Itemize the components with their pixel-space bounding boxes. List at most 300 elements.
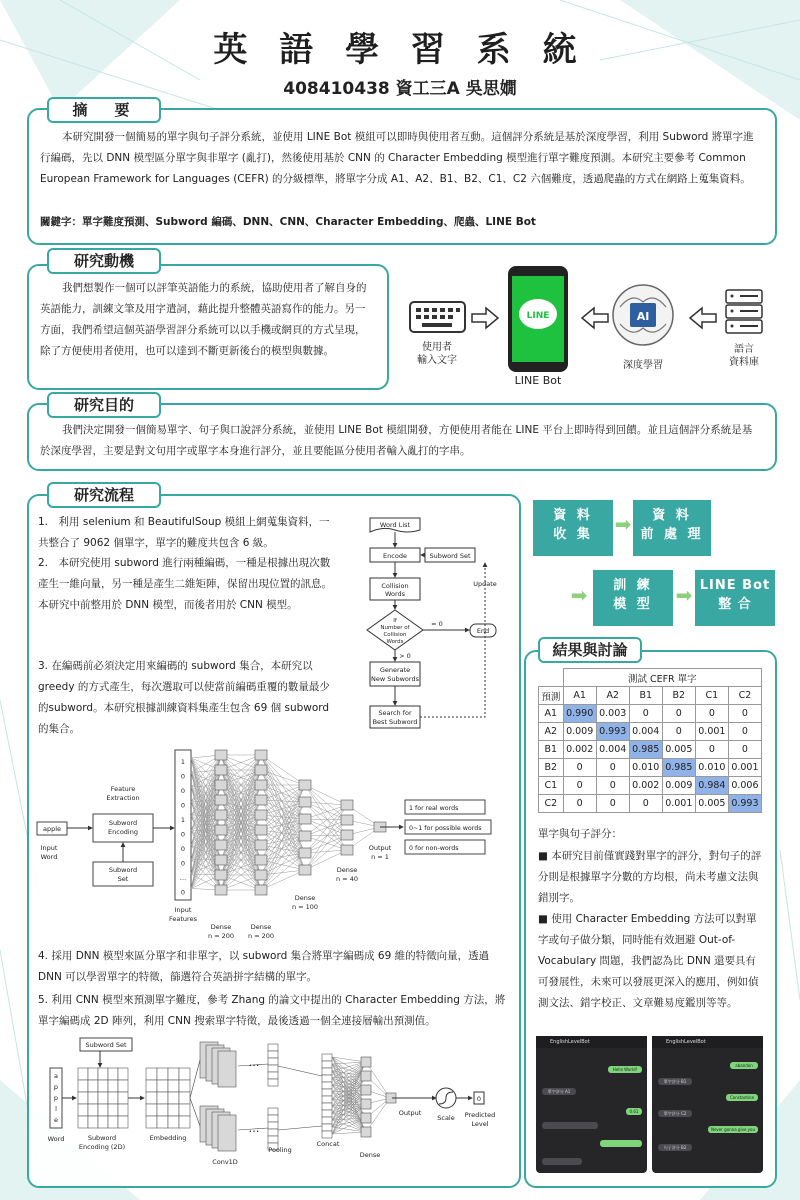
cnn-dense-neuron xyxy=(361,1127,371,1137)
cnn-zero: 0 xyxy=(476,1095,482,1103)
table-row-header: C1 xyxy=(539,777,564,795)
db-label-1: 語言 xyxy=(734,344,754,355)
flow-search-2: Best Subword xyxy=(372,718,418,726)
cnn-letter: e xyxy=(54,1116,58,1124)
chat-bubble: 單字評分 C2 xyxy=(658,1110,692,1117)
cnn-concat-cell xyxy=(322,1068,332,1075)
flow-eq0: = 0 xyxy=(431,620,443,628)
table-cell: 0.984 xyxy=(695,777,728,795)
table-row xyxy=(539,723,762,741)
table-cell: 0.001 xyxy=(662,795,695,813)
cnn-concat-cell xyxy=(322,1117,332,1124)
cnn-embedding-cell xyxy=(168,1068,179,1080)
abstract-text: 本研究開發一個簡易的單字與句子評分系統，並使用 LINE Bot 模組可以即時與使用者互動。這個評分系統是基於深度學習，利用 Subword 將單字進行編碼，先以 DNN 模型區分單字與非單字 (亂打)，然後使用基於 CNN 的 Character Embedding 模型進行單字難度預測。本研究主要參考 Common European Framework for Languages (CEFR) 的分級標準，將單字分成 A1、A2、B1、B2、C1、C2 六個難度，透過爬蟲的方式在網路上蒐集資料。 xyxy=(40,131,754,185)
cnn-embedding-cell xyxy=(168,1080,179,1092)
cnn-encoding-cell xyxy=(98,1116,108,1128)
cnn-concat-cell xyxy=(322,1054,332,1061)
dnn-vector-value: 1 xyxy=(180,758,186,766)
table-cell: 0 xyxy=(695,741,728,759)
table-cell: 0.002 xyxy=(629,777,662,795)
system-diagram xyxy=(400,262,780,392)
cnn-embedding-cell xyxy=(168,1116,179,1128)
dnn-possible: 0~1 for possible words xyxy=(409,825,482,832)
dnn-neuron xyxy=(215,795,227,805)
table-cell: 0.985 xyxy=(629,741,662,759)
cnn-word: Word xyxy=(47,1135,65,1143)
dnn-neuron xyxy=(215,855,227,865)
dnn-neuron xyxy=(255,750,267,760)
dnn-connection xyxy=(261,836,305,890)
cnn-encoding-cell xyxy=(108,1080,118,1092)
dnn-dense100-2: n = 100 xyxy=(291,903,319,911)
cnn-pooling: Pooling xyxy=(268,1146,292,1154)
chat-bubble: Constantine xyxy=(726,1094,758,1101)
flow-search-1: Search for xyxy=(378,709,412,717)
table-row xyxy=(539,777,762,795)
cnn-pred-2: Level xyxy=(471,1120,489,1128)
cnn-architecture xyxy=(40,1036,510,1176)
dnn-neuron xyxy=(341,815,353,825)
table-cell: 0.004 xyxy=(596,741,629,759)
dnn-architecture xyxy=(35,744,505,944)
chat-bubble: 0.61 xyxy=(626,1108,642,1115)
dnn-non: 0 for non-words xyxy=(409,845,459,852)
table-row xyxy=(539,741,762,759)
dnn-dense200b-2: n = 200 xyxy=(247,932,275,940)
table-cell: 0.009 xyxy=(563,723,596,741)
dnn-real: 1 for real words xyxy=(409,805,459,812)
cnn-pool-cell xyxy=(268,1129,278,1136)
dnn-neuron xyxy=(215,825,227,835)
flow-collision-1: Collision xyxy=(381,582,409,590)
dnn-sub-set-1: Subword xyxy=(108,866,138,874)
dnn-apple: apple xyxy=(42,825,62,833)
dnn-feat-2: Extraction xyxy=(106,794,140,802)
table-cell: 0.005 xyxy=(662,741,695,759)
cnn-concat-cell xyxy=(322,1061,332,1068)
cnn-encoding-cell xyxy=(98,1104,108,1116)
dnn-dense100-1: Dense xyxy=(294,894,316,902)
cnn-embedding-cell xyxy=(157,1068,168,1080)
cnn-flow-line xyxy=(278,1066,322,1076)
dnn-sub-enc-2: Encoding xyxy=(108,828,138,836)
table-col-header: B1 xyxy=(629,687,662,705)
table-cell: 0 xyxy=(563,759,596,777)
cnn-embedding-cell xyxy=(146,1104,157,1116)
cnn-encoding-cell xyxy=(98,1080,108,1092)
flow-if-4: Words xyxy=(386,639,404,645)
dnn-output-1: Output xyxy=(368,844,392,852)
table-cell: 0.993 xyxy=(728,795,761,813)
dnn-vector-value: … xyxy=(179,874,187,882)
cnn-dots-bottom: … xyxy=(248,1122,260,1135)
cnn-pool-cell xyxy=(268,1136,278,1143)
flow-subword-set: Subword Set xyxy=(429,552,471,560)
cnn-encoding-cell xyxy=(108,1104,118,1116)
dnn-neuron xyxy=(215,750,227,760)
cnn-encoding-cell xyxy=(88,1116,98,1128)
cnn-embedding-cell xyxy=(157,1080,168,1092)
table-col-header: C2 xyxy=(728,687,761,705)
chat-header-1: EnglishLevelBot xyxy=(536,1036,647,1048)
flow-word-list: Word List xyxy=(379,521,411,529)
cnn-concat-cell xyxy=(322,1075,332,1082)
table-cell: 0.993 xyxy=(596,723,629,741)
table-cell: 0 xyxy=(563,777,596,795)
table-cell: 0.006 xyxy=(728,777,761,795)
dnn-sub-set-2: Set xyxy=(117,875,129,883)
cnn-concat-cell xyxy=(322,1124,332,1131)
cnn-encoding-cell xyxy=(98,1068,108,1080)
ai-chip: AI xyxy=(636,310,650,323)
subword-flowchart xyxy=(345,510,510,735)
dnn-neuron xyxy=(299,865,311,875)
cnn-encoding-cell xyxy=(118,1068,128,1080)
cnn-embedding-cell xyxy=(179,1104,190,1116)
dnn-dense40-1: Dense xyxy=(336,866,358,874)
cnn-concat-cell xyxy=(322,1082,332,1089)
dnn-neuron xyxy=(341,830,353,840)
cnn-conv: Conv1D xyxy=(212,1158,238,1166)
db-label-2: 資料庫 xyxy=(729,357,759,368)
dnn-neuron xyxy=(215,780,227,790)
pipeline-training: 訓 練 模 型 xyxy=(593,570,673,626)
flow-collision-2: Words xyxy=(384,590,406,598)
flow-encode: Encode xyxy=(383,552,407,560)
table-cell: 0 xyxy=(728,723,761,741)
cnn-embedding-cell xyxy=(146,1080,157,1092)
cnn-pool-cell xyxy=(268,1065,278,1072)
dnn-neuron xyxy=(299,831,311,841)
cnn-flow-line xyxy=(190,1098,200,1126)
dnn-vector-value: 0 xyxy=(180,772,186,781)
cnn-concat: Concat xyxy=(316,1140,340,1148)
dnn-neuron xyxy=(215,765,227,775)
cnn-dense-neuron xyxy=(361,1057,371,1067)
dnn-neuron xyxy=(255,840,267,850)
cnn-embedding-cell xyxy=(179,1080,190,1092)
table-col-header: A2 xyxy=(596,687,629,705)
table-cell: 0.003 xyxy=(596,705,629,723)
results-bullet-1: ■ 本研究目前僅實踐對單字的評分，對句子的評分則是根據單字分數的方均根，尚未考慮文法與錯別字。 xyxy=(538,850,762,904)
chat-bubble: 單字評分 B1 xyxy=(658,1078,692,1085)
dnn-connection xyxy=(261,785,305,819)
process-step-3: 3. 在編碼前必須決定用來編碼的 subword 集合，本研究以 greedy 的方式產生，每次選取可以使當前編碼重覆的數量最少的subword。本研究根據訓練資料集產生包含 69 個 subword 的集合。 xyxy=(38,660,330,735)
cnn-dense-neuron xyxy=(361,1113,371,1123)
dnn-vector-value: 0 xyxy=(180,830,186,839)
cnn-encoding-cell xyxy=(88,1104,98,1116)
process-step-5: 5. 利用 CNN 模型來預測單字難度，參考 Zhang 的論文中提出的 Character Embedding 方法，將單字編碼成 2D 陣列，利用 CNN 搜索單字特徵，最後透過一個全連接層輸出預測值。 xyxy=(38,994,506,1027)
cnn-concat-cell xyxy=(322,1103,332,1110)
cnn-embedding-cell xyxy=(146,1068,157,1080)
dnn-dense200b-1: Dense xyxy=(250,923,272,931)
flow-update: Update xyxy=(473,580,497,588)
table-cell: 0 xyxy=(662,723,695,741)
cnn-dots-top: … xyxy=(248,1056,260,1069)
cnn-pool-cell xyxy=(268,1122,278,1129)
table-cell: 0 xyxy=(695,705,728,723)
author-line: 408410438 資工三A 吳思嫺 xyxy=(283,79,517,99)
pipeline-arrow-2: ➡ xyxy=(570,583,588,607)
table-col-header: C1 xyxy=(695,687,728,705)
cnn-encoding-cell xyxy=(108,1092,118,1104)
table-cell: 0 xyxy=(563,795,596,813)
table-col-header: A1 xyxy=(563,687,596,705)
cnn-concat-cell xyxy=(322,1096,332,1103)
dnn-vector-value: 0 xyxy=(180,845,186,853)
cnn-pool-cell xyxy=(268,1051,278,1058)
process-step-2: 2. 本研究使用 subword 進行兩種編碼，一種是根據出現次數產生一維向量，另一種是產生二維矩陣，保留出現位置的訊息。本研究中前整用於 DNN 模型，而後者用於 CNN 模型。 xyxy=(38,557,332,611)
table-corner: 預測 xyxy=(539,687,564,705)
cnn-embedding-cell xyxy=(168,1092,179,1104)
cnn-encoding-cell xyxy=(98,1092,108,1104)
table-col-header: B2 xyxy=(662,687,695,705)
cnn-conv-feature-map xyxy=(218,1051,236,1087)
dnn-input-word-1: Input xyxy=(40,844,58,852)
cnn-embedding-cell xyxy=(168,1104,179,1116)
user-label-2: 輸入文字 xyxy=(417,355,457,366)
table-cell: 0.990 xyxy=(563,705,596,723)
table-cell: 0.001 xyxy=(728,759,761,777)
cnn-subword-set: Subword Set xyxy=(85,1041,127,1049)
cnn-pool-cell xyxy=(268,1108,278,1115)
table-cell: 0 xyxy=(596,777,629,795)
table-cell: 0.009 xyxy=(662,777,695,795)
pipeline-linebot: LINE Bot 整 合 xyxy=(695,570,775,626)
pipeline-data-collection: 資 料 收 集 xyxy=(533,500,613,556)
dnn-neuron xyxy=(299,814,311,824)
cnn-encoding-cell xyxy=(88,1092,98,1104)
dnn-dense200a-1: Dense xyxy=(210,923,232,931)
cnn-concat-cell xyxy=(322,1131,332,1138)
cnn-output: Output xyxy=(398,1109,422,1117)
cnn-scale: Scale xyxy=(437,1114,455,1122)
dnn-vector-value: 1 xyxy=(180,816,186,824)
dnn-neuron xyxy=(255,855,267,865)
line-logo: LINE xyxy=(526,311,550,321)
table-cell: 0.010 xyxy=(629,759,662,777)
process-step-1: 1. 利用 selenium 和 BeautifulSoup 模組上網蒐集資料，一共整合了 9062 個單字，單字的難度共包含 6 級。 xyxy=(38,516,330,549)
cnn-embedding-cell xyxy=(179,1068,190,1080)
brain-ai-icon xyxy=(613,285,673,345)
cnn-encoding-cell xyxy=(78,1092,88,1104)
dnn-vector-value: 0 xyxy=(180,859,186,868)
cnn-concat-cell xyxy=(322,1110,332,1117)
cnn-encoding-cell xyxy=(118,1080,128,1092)
cnn-embedding-cell xyxy=(146,1092,157,1104)
motivation-text: 我們想製作一個可以評筆英語能力的系統，協助使用者了解自身的英語能力，訓練文筆及用字遣詞，藉此提升整體英語寫作的能力。另一方面，我們希望這個英語學習評分系統可以以手機或網頁的方式呈現，除了方便使用者使用，也可以達到不斷更新後台的模型與數據。 xyxy=(40,282,367,357)
table-row xyxy=(539,759,762,777)
dnn-output-2: n = 1 xyxy=(371,853,389,861)
arrow-right-icon xyxy=(472,308,498,328)
dnn-neuron xyxy=(255,795,267,805)
purpose-label: 研究目的 xyxy=(47,392,161,418)
arrow-left-icon-2 xyxy=(690,308,716,328)
process-label: 研究流程 xyxy=(47,482,161,508)
table-cell: 0.001 xyxy=(695,723,728,741)
dnn-neuron xyxy=(255,885,267,895)
chat-bubble: 句子評分 B2 xyxy=(658,1144,692,1151)
dnn-vector-value: 0 xyxy=(180,888,186,897)
dnn-vector-value: 0 xyxy=(180,787,186,795)
table-row xyxy=(539,705,762,723)
cnn-encoding-cell xyxy=(108,1068,118,1080)
cnn-dense-neuron xyxy=(361,1071,371,1081)
dnn-dense40-2: n = 40 xyxy=(336,875,358,883)
dnn-neuron xyxy=(255,810,267,820)
cnn-pred-1: Predicted xyxy=(464,1111,496,1119)
cnn-encoding-cell xyxy=(78,1068,88,1080)
chat-screenshot-1 xyxy=(536,1036,647,1173)
flow-if-2: Number of xyxy=(380,625,410,631)
dnn-input-word-2: Word xyxy=(40,853,58,861)
cnn-encoding-cell xyxy=(88,1080,98,1092)
chat-screenshot-2 xyxy=(652,1036,763,1173)
cnn-embedding-cell xyxy=(157,1116,168,1128)
flow-if-1: If xyxy=(393,618,397,624)
cnn-pool-cell xyxy=(268,1079,278,1086)
phone-icon xyxy=(508,266,568,372)
results-subtitle: 單字與句子評分： xyxy=(538,828,622,840)
cnn-letter: p xyxy=(53,1094,59,1102)
cnn-letter: p xyxy=(53,1083,59,1091)
cnn-letter: l xyxy=(55,1105,57,1113)
database-icon xyxy=(726,290,762,333)
table-cell: 0 xyxy=(662,705,695,723)
cnn-encoding-cell xyxy=(78,1116,88,1128)
cnn-encoding-cell xyxy=(108,1116,118,1128)
table-cell: 0 xyxy=(596,795,629,813)
motivation-label: 研究動機 xyxy=(47,248,161,274)
table-cell: 0 xyxy=(596,759,629,777)
keywords: 關鍵字：單字難度預測、Subword 編碼、DNN、CNN、Character Embedding、爬蟲、LINE Bot xyxy=(40,216,536,228)
cnn-embedding-cell xyxy=(146,1116,157,1128)
pipeline-arrow-1: ➡ xyxy=(614,512,632,536)
dnn-neuron xyxy=(341,845,353,855)
dnn-input-feat-1: Input xyxy=(174,906,192,914)
cnn-encoding-cell xyxy=(118,1116,128,1128)
user-label-1: 使用者 xyxy=(422,342,452,353)
table-row-header: A2 xyxy=(539,723,564,741)
flow-gen-1: Generate xyxy=(379,666,411,674)
dnn-neuron xyxy=(255,825,267,835)
dnn-neuron xyxy=(255,780,267,790)
table-cell: 0.002 xyxy=(563,741,596,759)
chat-bubble: abandon xyxy=(730,1062,758,1069)
flow-if-3: Collision xyxy=(383,632,407,638)
arrow-left-icon xyxy=(582,308,608,328)
dnn-feat-1: Feature xyxy=(110,785,136,793)
table-row xyxy=(539,795,762,813)
purpose-text: 我們決定開發一個簡易單字、句子與口說評分系統，並使用 LINE Bot 模組開發，方便使用者能在 LINE 平台上即時得到回饋。並且這個評分系統是基於深度學習，主要是對文句用字或單字本身進行評分，並且要能區分使用者輸入亂打的字串。 xyxy=(40,424,753,457)
cnn-flow-line xyxy=(278,1126,322,1130)
dnn-neuron xyxy=(341,800,353,810)
chat-bubble xyxy=(542,1122,598,1129)
results-bullet-2: ■ 使用 Character Embedding 方法可以對單字或句子做分類，同時能有效迴避 Out-of-Vocabulary 問題，我們認為比 DNN 還要具有可發展性，未來可以發展更深入的應用，例如偵測文法、錯字校正、文章難易度鑑別等等。 xyxy=(538,913,759,1009)
flow-end: End xyxy=(476,627,490,635)
ai-label: 深度學習 xyxy=(623,360,663,371)
dnn-input-feat-2: Features xyxy=(169,915,197,923)
dnn-dense200a-2: n = 200 xyxy=(207,932,235,940)
dnn-neuron xyxy=(215,840,227,850)
chat-bubble: 單字評分 A1 xyxy=(542,1088,576,1095)
dnn-neuron xyxy=(299,848,311,858)
table-row-header: A1 xyxy=(539,705,564,723)
flow-gt0: > 0 xyxy=(399,652,411,660)
dnn-neuron xyxy=(255,765,267,775)
cnn-embedding-cell xyxy=(179,1092,190,1104)
cnn-concat-cell xyxy=(322,1089,332,1096)
table-row-header: B1 xyxy=(539,741,564,759)
dnn-connection xyxy=(261,785,305,802)
cnn-pool-cell xyxy=(268,1072,278,1079)
table-cell: 0.010 xyxy=(695,759,728,777)
results-table xyxy=(538,668,762,813)
dnn-connection xyxy=(261,830,305,853)
abstract-label: 摘 要 xyxy=(47,97,161,123)
dnn-sub-enc-1: Subword xyxy=(108,819,138,827)
chat-header-2: EnglishLevelBot xyxy=(652,1036,763,1048)
cnn-pool-cell xyxy=(268,1058,278,1065)
dnn-connection xyxy=(261,870,305,890)
flow-gen-2: New Subwords xyxy=(371,675,419,683)
dnn-neuron xyxy=(215,810,227,820)
page-title: 英 語 學 習 系 統 xyxy=(213,30,587,70)
table-title: 測試 CEFR 單字 xyxy=(563,669,761,687)
cnn-encoding-cell xyxy=(118,1092,128,1104)
table-row-header: C2 xyxy=(539,795,564,813)
dnn-neuron xyxy=(255,870,267,880)
chat-bubble xyxy=(542,1158,582,1165)
table-cell: 0.005 xyxy=(695,795,728,813)
cnn-encoding-cell xyxy=(78,1080,88,1092)
table-cell: 0 xyxy=(629,705,662,723)
phone-caption: LINE Bot xyxy=(514,374,562,387)
results-label: 結果與討論 xyxy=(538,637,642,663)
dnn-neuron xyxy=(299,797,311,807)
cnn-sub-enc-1: Subword xyxy=(87,1134,117,1142)
dnn-connection xyxy=(261,770,305,802)
process-step-4: 4. 採用 DNN 模型來區分單字和非單字，以 subword 集合將單字編碼成 69 維的特徵向量，透過 DNN 可以學習單字的特徵，篩選符合英語拼字結構的單字。 xyxy=(38,950,490,983)
table-cell: 0 xyxy=(728,741,761,759)
dnn-vector-value: 0 xyxy=(180,801,186,810)
cnn-embedding-cell xyxy=(157,1104,168,1116)
cnn-pool-cell xyxy=(268,1044,278,1051)
chat-bubble xyxy=(600,1140,642,1147)
table-cell: 0 xyxy=(629,795,662,813)
keyboard-icon xyxy=(410,302,465,332)
chat-bubble: Never gonna give you up xyxy=(708,1126,758,1133)
table-row-header: B2 xyxy=(539,759,564,777)
cnn-pool-cell xyxy=(268,1115,278,1122)
pipeline-preprocess: 資 料 前 處 理 xyxy=(633,500,711,556)
cnn-encoding-cell xyxy=(78,1104,88,1116)
cnn-embedding: Embedding xyxy=(149,1134,187,1142)
dnn-neuron xyxy=(215,885,227,895)
cnn-dense-neuron xyxy=(361,1099,371,1109)
cnn-sub-enc-2: Encoding (2D) xyxy=(78,1143,126,1151)
table-cell: 0.985 xyxy=(662,759,695,777)
cnn-dense-neuron xyxy=(361,1085,371,1095)
cnn-embedding-cell xyxy=(179,1116,190,1128)
dnn-neuron xyxy=(299,780,311,790)
table-cell: 0.004 xyxy=(629,723,662,741)
cnn-embedding-cell xyxy=(157,1092,168,1104)
cnn-encoding-cell xyxy=(118,1104,128,1116)
cnn-letter: a xyxy=(54,1072,58,1080)
cnn-dense: Dense xyxy=(359,1151,381,1159)
chat-bubble: Hello World! xyxy=(608,1066,642,1073)
